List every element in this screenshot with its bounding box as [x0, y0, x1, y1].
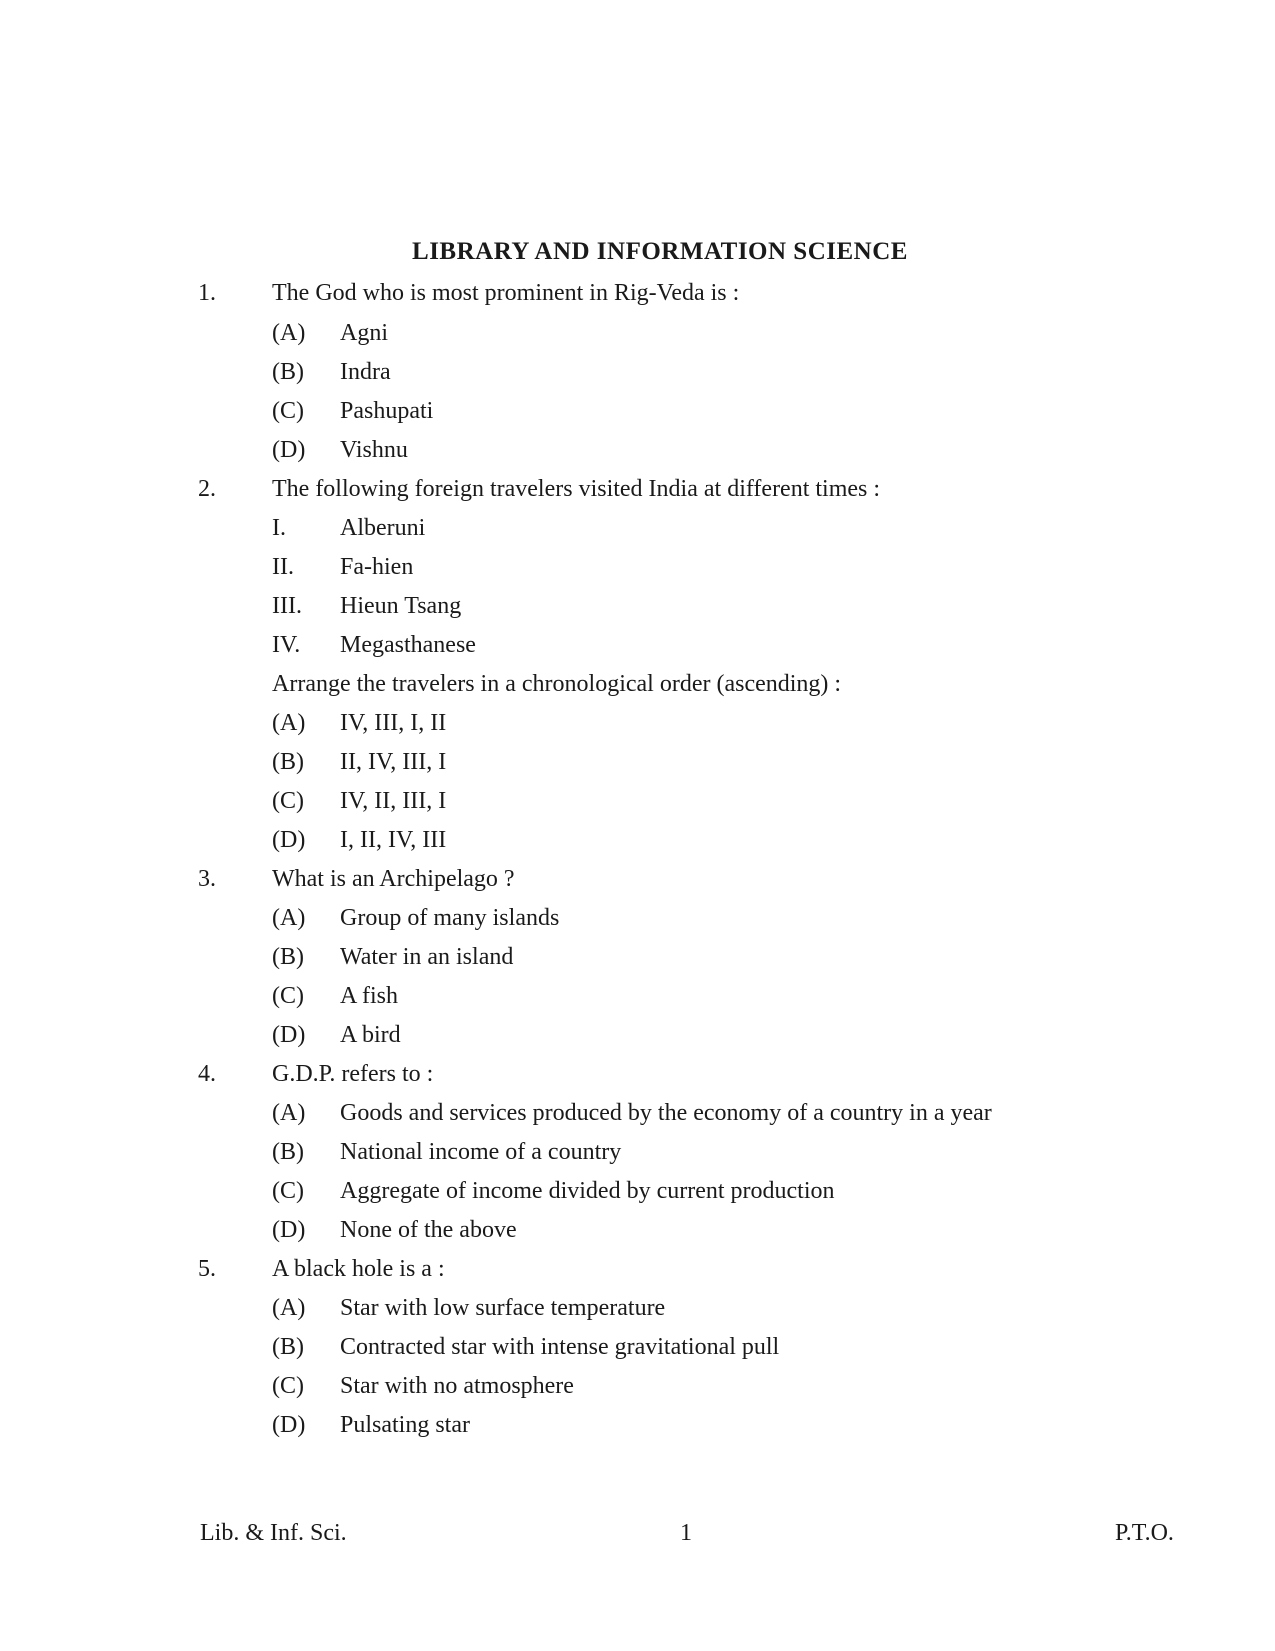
option-label: (C) [272, 1373, 304, 1399]
option-text: Star with no atmosphere [340, 1373, 574, 1399]
item-label: III. [272, 593, 302, 619]
option-label: (A) [272, 710, 306, 736]
item-text: Hieun Tsang [340, 593, 462, 619]
question-text: The God who is most prominent in Rig-Veda is : [272, 280, 740, 306]
option-text: Aggregate of income divided by current production [340, 1178, 835, 1204]
page-title: LIBRARY AND INFORMATION SCIENCE [412, 238, 908, 265]
option-label: (B) [272, 359, 304, 385]
question-number: 4. [198, 1061, 216, 1087]
question-text: What is an Archipelago ? [272, 866, 515, 892]
question-number: 5. [198, 1256, 216, 1282]
option-text: IV, III, I, II [340, 710, 447, 736]
item-text: Fa-hien [340, 554, 414, 580]
question-number: 2. [198, 476, 216, 502]
footer-subject: Lib. & Inf. Sci. [200, 1520, 347, 1546]
footer-page-number: 1 [680, 1520, 692, 1546]
option-label: (C) [272, 788, 304, 814]
option-text: Indra [340, 359, 391, 385]
option-text: National income of a country [340, 1139, 622, 1165]
option-text: Pulsating star [340, 1412, 470, 1438]
question-text: G.D.P. refers to : [272, 1061, 434, 1087]
question-text: The following foreign travelers visited India at different times : [272, 476, 881, 502]
option-text: Group of many islands [340, 905, 560, 931]
option-text: Water in an island [340, 944, 514, 970]
question-number: 1. [198, 280, 216, 306]
option-label: (D) [272, 437, 306, 463]
option-label: (C) [272, 1178, 304, 1204]
item-text: Megasthanese [340, 632, 476, 658]
item-text: Alberuni [340, 515, 426, 541]
option-label: (A) [272, 1100, 306, 1126]
option-label: (B) [272, 1139, 304, 1165]
question-number: 3. [198, 866, 216, 892]
option-text: Vishnu [340, 437, 408, 463]
item-label: II. [272, 554, 294, 580]
option-label: (A) [272, 905, 306, 931]
option-text: Star with low surface temperature [340, 1295, 666, 1321]
option-label: (C) [272, 983, 304, 1009]
option-text: Agni [340, 320, 388, 346]
option-text: A bird [340, 1022, 401, 1048]
option-text: Goods and services produced by the economy of a country in a year [340, 1100, 992, 1126]
option-text: II, IV, III, I [340, 749, 447, 775]
option-text: Pashupati [340, 398, 434, 424]
question-text: A black hole is a : [272, 1256, 445, 1282]
instruction-text: Arrange the travelers in a chronological order (ascending) : [272, 671, 842, 697]
option-label: (C) [272, 398, 304, 424]
option-text: None of the above [340, 1217, 517, 1243]
option-label: (D) [272, 1412, 306, 1438]
option-text: I, II, IV, III [340, 827, 447, 853]
option-label: (A) [272, 320, 306, 346]
item-label: IV. [272, 632, 301, 658]
option-label: (B) [272, 749, 304, 775]
option-label: (B) [272, 944, 304, 970]
option-text: IV, II, III, I [340, 788, 447, 814]
option-label: (B) [272, 1334, 304, 1360]
footer-pto: P.T.O. [1115, 1520, 1174, 1546]
option-text: A fish [340, 983, 399, 1009]
item-label: I. [272, 515, 286, 541]
option-label: (A) [272, 1295, 306, 1321]
option-text: Contracted star with intense gravitational pull [340, 1334, 780, 1360]
option-label: (D) [272, 827, 306, 853]
option-label: (D) [272, 1022, 306, 1048]
option-label: (D) [272, 1217, 306, 1243]
